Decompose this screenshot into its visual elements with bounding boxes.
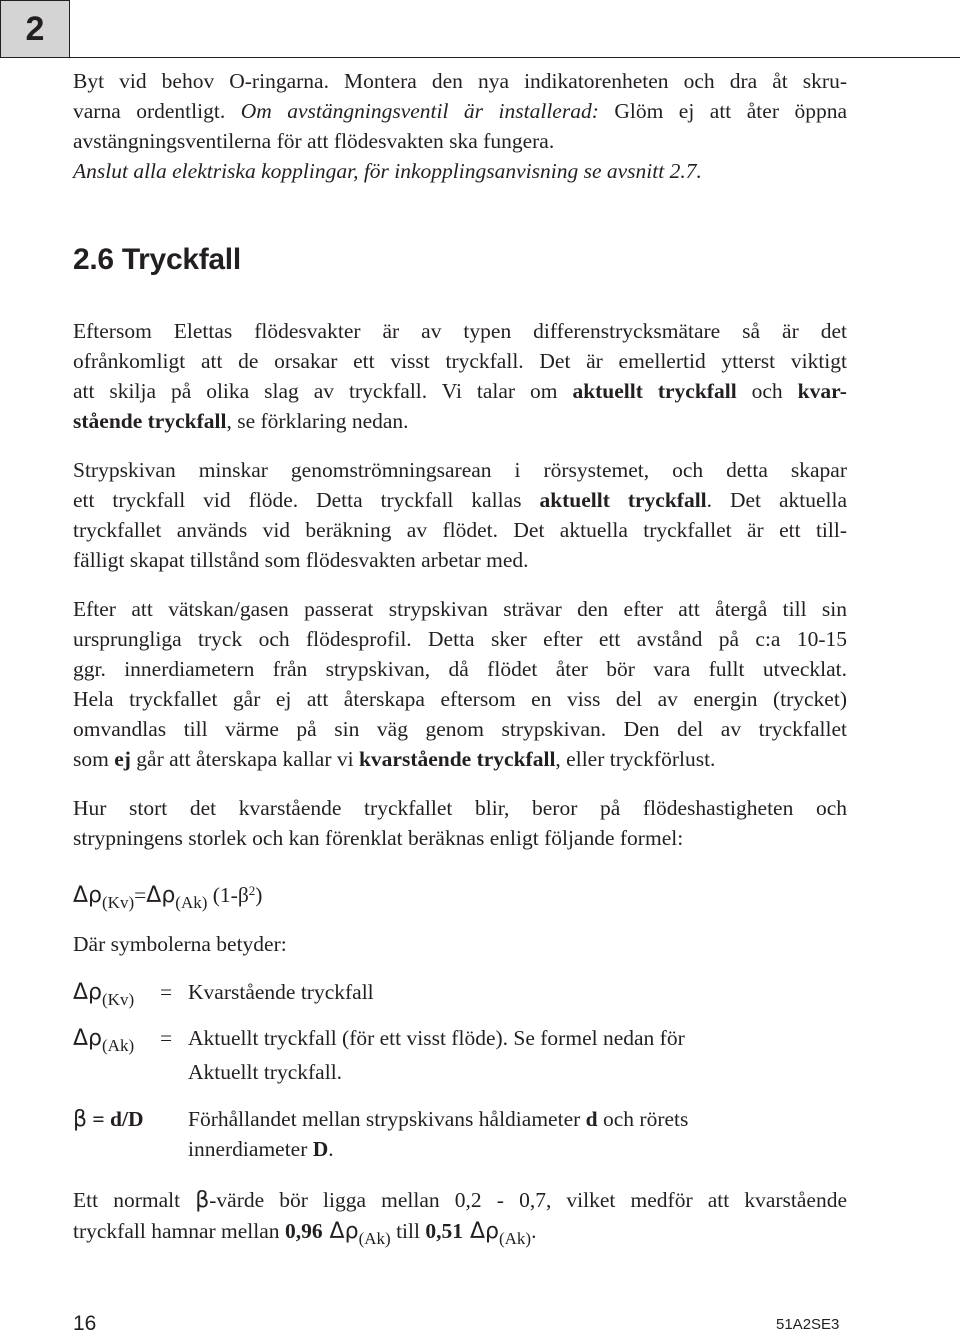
p2-line-4: fälligt skapat tillstånd som flödesvakten arbetar med. — [73, 548, 529, 572]
page-number: 16 — [73, 1312, 97, 1335]
p3-line-2: ursprungliga tryck och flödesprofil. Detta sker efter ett avstånd på c:a 10-15 — [73, 627, 847, 651]
p5-line-1: Ett normalt β-värde bör ligga mellan 0,2 - 0,7, vilket medför att kvarstående — [73, 1188, 848, 1213]
p2-line-1: Strypskivan minskar genomströmningsarean i rörsystemet, och detta skapar — [73, 458, 847, 482]
paragraph-3 — [73, 594, 847, 774]
paragraph-4 — [73, 793, 847, 853]
intro-line-2: varna ordentligt. Om avstängningsventil är installerad: Glöm ej att åter öppna — [73, 99, 847, 123]
chapter-number-tab — [0, 0, 70, 58]
paragraph-2 — [73, 455, 847, 575]
p3-line-6: som ej går att återskapa kallar vi kvarstående tryckfall, eller tryckförlust. — [73, 747, 716, 771]
header-rule — [70, 57, 960, 58]
p3-line-3: ggr. innerdiametern från strypskivan, då flödet åter bör vara fullt utvecklat. — [73, 657, 847, 681]
p1-line-1: Eftersom Elettas flödesvakter är av typen differenstrycksmätare så är det — [73, 319, 847, 343]
chapter-number: 2 — [25, 9, 45, 48]
formula: $\Delta\rho_{(Kv)}=\Delta\rho_{(Ak)}$ $(1-\beta^2)$ — [73, 883, 263, 912]
section-heading — [73, 243, 241, 277]
paragraph-1 — [73, 316, 847, 436]
p5-line-2: tryckfall hamnar mellan 0,96 $\Delta\rho_{(Ak)}$ till 0,51 $\Delta\rho_{(Ak)}$. — [73, 1219, 537, 1248]
symbol-ak-equals: = — [160, 1026, 173, 1050]
document-code: 51A2SE3 — [776, 1316, 840, 1333]
intro-line-1: Byt vid behov O-ringarna. Montera den nya indikatorenheten och dra åt skru- — [73, 69, 847, 93]
intro-line-3: avstängningsventilerna för att flödesvakten ska fungera. — [73, 129, 555, 153]
paragraph-5 — [73, 1185, 847, 1254]
symbol-kv-equals: = — [160, 980, 173, 1004]
p3-line-1: Efter att vätskan/gasen passerat strypskivan strävar den efter att återgå till sin — [73, 597, 847, 621]
p3-line-5: omvandlas till värme på sin väg genom strypskivan. Den del av tryckfallet — [73, 717, 847, 741]
symbol-ak-description: Aktuellt tryckfall (för ett visst flöde). Se formel nedan för Aktuellt tryckfall. — [188, 1026, 685, 1084]
intro-paragraph — [73, 66, 847, 186]
section-number: 2.6 — [73, 243, 114, 276]
symbol-beta: β = d/D — [73, 1107, 144, 1132]
symbol-ak: $\Delta\rho_{(Ak)}$ — [73, 1026, 135, 1055]
p4-line-1: Hur stort det kvarstående tryckfallet blir, beror på flödeshastigheten och — [73, 796, 847, 820]
p3-line-4: Hela tryckfallet går ej att återskapa eftersom en viss del av energin (trycket) — [73, 687, 847, 711]
section-title: Tryckfall — [121, 243, 241, 276]
symbol-kv-description: Kvarstående tryckfall — [188, 980, 374, 1004]
p1-line-4: stående tryckfall, se förklaring nedan. — [73, 409, 409, 433]
symbol-kv: $\Delta\rho_{(Kv)}$ — [73, 980, 135, 1009]
p4-line-2: strypningens storlek och kan förenklat beräknas enligt följande formel: — [73, 826, 684, 850]
p2-line-2: ett tryckfall vid flöde. Detta tryckfall kallas aktuellt tryckfall. Det aktuella — [73, 488, 847, 512]
symbols-intro: Där symbolerna betyder: — [73, 932, 287, 956]
p2-line-3: tryckfallet används vid beräkning av flödet. Det aktuella tryckfallet är ett till- — [73, 518, 847, 542]
p1-line-2: ofrånkomligt att de orsakar ett visst tryckfall. Det är emellertid ytterst viktigt — [73, 349, 847, 373]
symbol-beta-description: Förhållandet mellan strypskivans håldiameter d och rörets innerdiameter D. — [188, 1107, 689, 1161]
p1-line-3: att skilja på olika slag av tryckfall. Vi talar om aktuellt tryckfall och kvar- — [73, 379, 847, 403]
intro-line-4: Anslut alla elektriska kopplingar, för inkopplingsanvisning se avsnitt 2.7. — [73, 159, 702, 183]
